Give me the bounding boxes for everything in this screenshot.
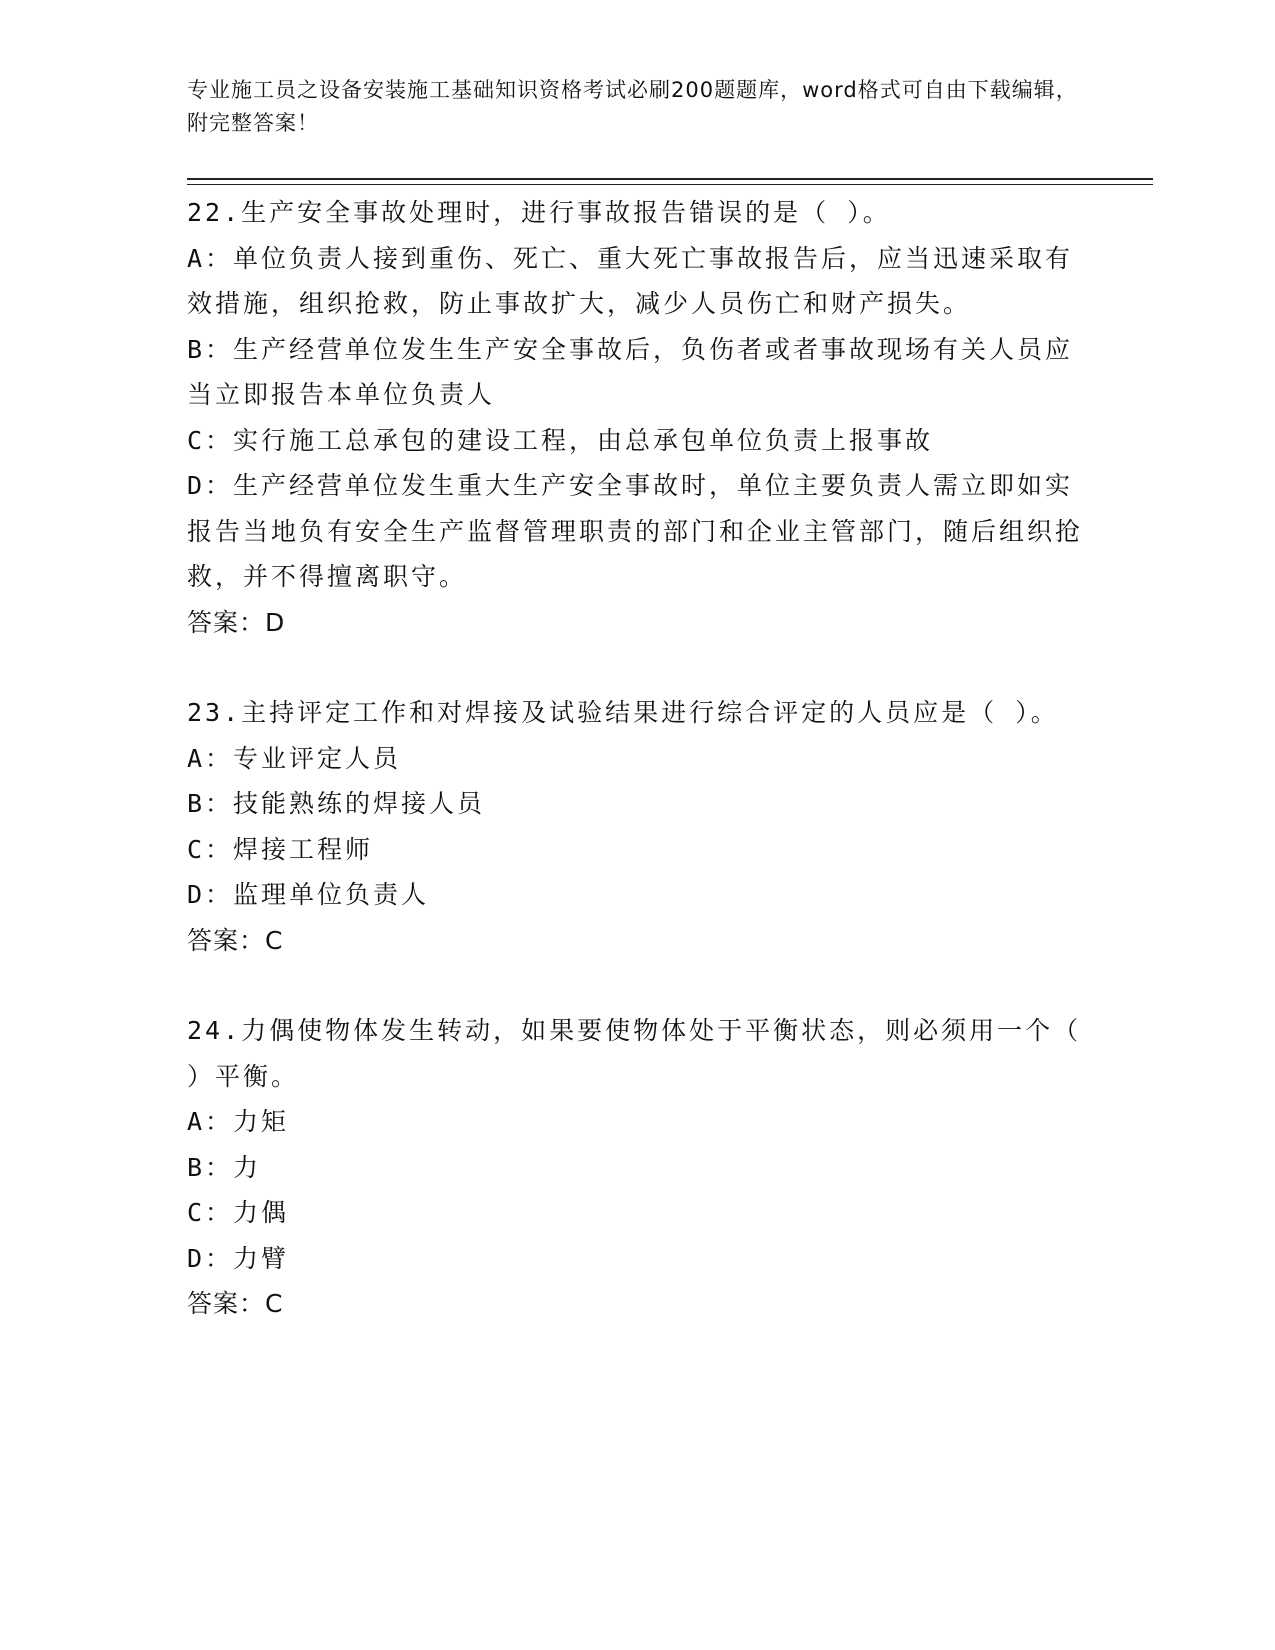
question-23 <box>187 690 1087 963</box>
option-b: B：力 <box>187 1152 262 1182</box>
option-d: D：力臂 <box>187 1243 290 1273</box>
question-22 <box>187 190 1087 645</box>
header-divider-thin <box>187 184 1153 185</box>
option-d: D：监理单位负责人 <box>187 880 430 909</box>
question-stem: 23.主持评定工作和对焊接及试验结果进行综合评定的人员应是（ ）。 <box>187 698 1059 727</box>
option-a: A：单位负责人接到重伤、死亡、重大死亡事故报告后，应当迅速采取有效措施，组织抢救，防止事故扩大，减少人员伤亡和财产损失。 <box>187 243 1074 318</box>
option-c: C：实行施工总承包的建设工程，由总承包单位负责上报事故 <box>187 425 934 455</box>
question-24 <box>187 1008 1087 1327</box>
question-list <box>187 190 1087 1372</box>
answer: 答案：C <box>187 1289 284 1318</box>
answer: 答案：D <box>187 607 286 637</box>
option-c: C：力偶 <box>187 1198 290 1227</box>
option-b: B：生产经营单位发生生产安全事故后，负伤者或者事故现场有关人员应当立即报告本单位负责人 <box>187 334 1074 409</box>
option-c: C：焊接工程师 <box>187 834 374 864</box>
document-header: 专业施工员之设备安装施工基础知识资格考试必刷200题题库，word格式可自由下载编辑，附完整答案！ <box>187 78 1078 135</box>
question-stem: 22.生产安全事故处理时，进行事故报告错误的是（ ）。 <box>187 198 891 227</box>
option-a: A：专业评定人员 <box>187 743 402 773</box>
header-divider-thick <box>187 178 1153 180</box>
option-a: A：力矩 <box>187 1107 290 1136</box>
question-stem: 24.力偶使物体发生转动，如果要使物体处于平衡状态，则必须用一个（ ）平衡。 <box>187 1016 1082 1091</box>
answer: 答案：C <box>187 925 284 955</box>
option-d: D：生产经营单位发生重大生产安全事故时，单位主要负责人需立即如实报告当地负有安全生产监督管理职责的部门和企业主管部门，随后组织抢救，并不得擅离职守。 <box>187 471 1084 591</box>
option-b: B：技能熟练的焊接人员 <box>187 789 486 818</box>
